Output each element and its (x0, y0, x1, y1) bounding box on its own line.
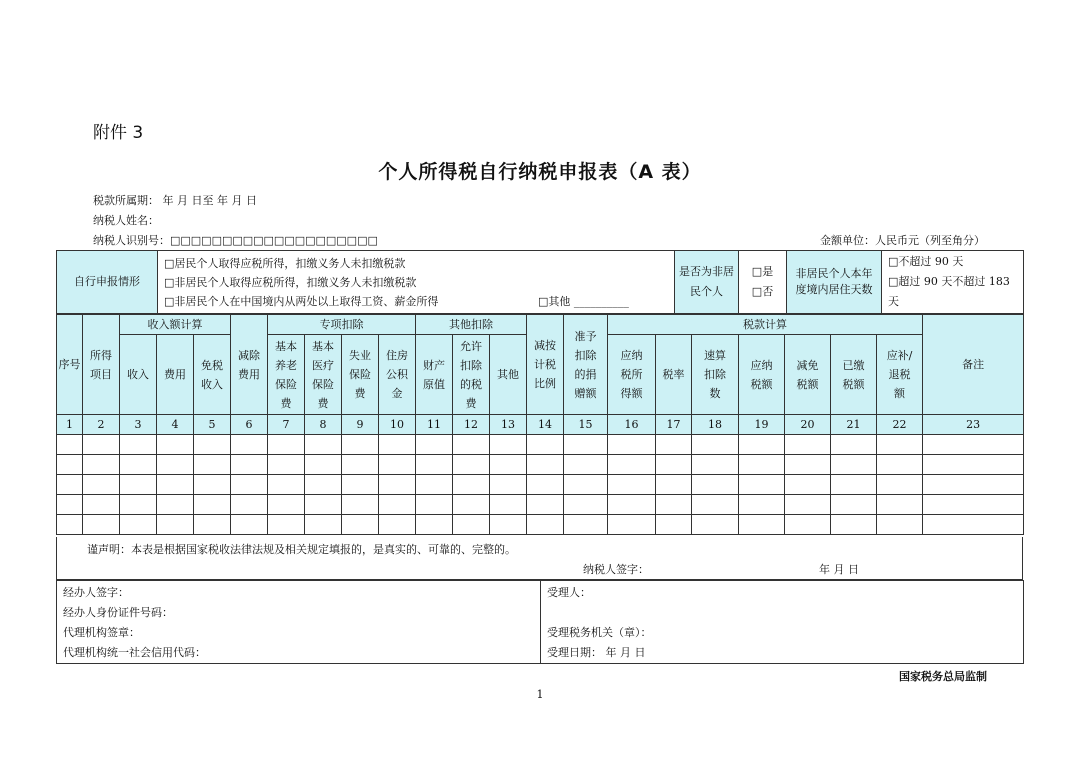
data-row[interactable] (57, 495, 1024, 515)
data-row[interactable] (57, 475, 1024, 495)
supervising-authority: 国家税务总局监制 (899, 670, 987, 683)
tax-calculation-table (56, 314, 1024, 535)
col-unemployment: 失业保险费 (342, 335, 379, 415)
situation-options (158, 251, 675, 314)
col-number: 15 (564, 415, 608, 435)
residence-days-label: 非居民个人本年度境内居住天数 (787, 251, 882, 314)
col-tax-rate: 税率 (656, 335, 692, 415)
col-number: 11 (416, 415, 453, 435)
col-number: 7 (268, 415, 305, 435)
col-expense: 费用 (157, 335, 194, 415)
col-number: 16 (608, 415, 656, 435)
col-property-value: 财产原值 (416, 335, 453, 415)
col-quick-deduction: 速算扣除数 (692, 335, 739, 415)
situation-option-1[interactable]: □居民个人取得应税所得，扣缴义务人未扣缴税款 (164, 256, 406, 270)
col-pension: 基本养老保险费 (268, 335, 305, 415)
col-income: 收入 (120, 335, 157, 415)
agent-receiver-table (56, 580, 1024, 664)
col-number: 22 (877, 415, 923, 435)
situation-option-other[interactable]: □其他 __________ (538, 295, 629, 308)
receive-date-field[interactable]: 受理日期： 年 月 日 (547, 646, 646, 659)
col-taxable-income: 应纳税所得额 (608, 335, 656, 415)
col-tax-paid: 已缴税额 (831, 335, 877, 415)
col-number: 3 (120, 415, 157, 435)
data-row[interactable] (57, 455, 1024, 475)
residence-days-choice (882, 251, 1024, 314)
col-number: 17 (656, 415, 692, 435)
col-number: 18 (692, 415, 739, 435)
col-tax-refund: 应补/退税额 (877, 335, 923, 415)
col-number: 8 (305, 415, 342, 435)
declaration-text: 谨声明：本表是根据国家税收法律法规及相关规定填报的，是真实的、可靠的、完整的。 (87, 543, 516, 556)
col-number: 2 (83, 415, 120, 435)
col-deduct: 减除费用 (231, 315, 268, 415)
tax-office-seal-field[interactable]: 受理税务机关（章）： (547, 626, 652, 639)
col-number: 1 (57, 415, 83, 435)
situation-option-2[interactable]: □非居民个人取得应税所得，扣缴义务人未扣缴税款 (164, 275, 417, 289)
col-number: 9 (342, 415, 379, 435)
col-number: 23 (923, 415, 1024, 435)
column-number-row (57, 415, 1024, 435)
col-tax-relief: 减免税额 (785, 335, 831, 415)
col-number: 4 (157, 415, 194, 435)
form-title: 个人所得税自行纳税申报表（A 表） (378, 161, 702, 183)
col-seq: 序号 (57, 315, 83, 415)
col-housing-fund: 住房公积金 (379, 335, 416, 415)
col-donation: 准予扣除的捐赠额 (564, 315, 608, 415)
group-other: 其他扣除 (416, 315, 527, 335)
agency-seal-field[interactable]: 代理机构签章： (63, 626, 140, 639)
col-other: 其他 (490, 335, 527, 415)
receiver-field[interactable]: 受理人： (547, 586, 591, 599)
taxpayer-name-field[interactable]: 纳税人姓名： (93, 214, 159, 227)
data-row[interactable] (57, 515, 1024, 535)
col-number: 6 (231, 415, 268, 435)
col-number: 12 (453, 415, 490, 435)
col-number: 10 (379, 415, 416, 435)
group-income: 收入额计算 (120, 315, 231, 335)
col-medical: 基本医疗保险费 (305, 335, 342, 415)
data-row[interactable] (57, 435, 1024, 455)
situation-option-3[interactable]: □非居民个人在中国境内从两处以上取得工资、薪金所得 (164, 294, 439, 308)
col-reduce-ratio: 减按计税比例 (527, 315, 564, 415)
group-tax: 税款计算 (608, 315, 923, 335)
col-number: 13 (490, 415, 527, 435)
days-90-183-checkbox[interactable]: □超过 90 天不超过 183 天 (888, 275, 1010, 308)
agent-section (57, 581, 541, 664)
agency-credit-code-field[interactable]: 代理机构统一社会信用代码： (63, 646, 206, 659)
group-special: 专项扣除 (268, 315, 416, 335)
non-resident-choice (739, 251, 787, 314)
currency-unit: 金额单位：人民币元（列至角分） (820, 234, 985, 247)
declaration-date-field[interactable]: 年 月 日 (819, 563, 859, 576)
non-resident-label: 是否为非居民个人 (675, 251, 739, 314)
col-remark: 备注 (923, 315, 1024, 415)
agent-id-field[interactable]: 经办人身份证件号码： (63, 606, 173, 619)
declaration-box (56, 537, 1023, 580)
col-exempt: 免税收入 (194, 335, 231, 415)
col-tax-payable: 应纳税额 (739, 335, 785, 415)
non-resident-no-checkbox[interactable]: □否 (751, 285, 774, 298)
situation-table (56, 250, 1024, 314)
taxpayer-id-field[interactable]: 纳税人识别号：□□□□□□□□□□□□□□□□□□□□ (93, 234, 378, 247)
taxpayer-signature-field[interactable]: 纳税人签字： (583, 563, 649, 576)
col-number: 14 (527, 415, 564, 435)
situation-label: 自行申报情形 (57, 251, 158, 314)
col-number: 21 (831, 415, 877, 435)
days-under-90-checkbox[interactable]: □不超过 90 天 (888, 255, 964, 268)
non-resident-yes-checkbox[interactable]: □是 (751, 265, 774, 278)
col-number: 19 (739, 415, 785, 435)
attachment-label: 附件 3 (93, 123, 144, 143)
agent-signature-field[interactable]: 经办人签字： (63, 586, 129, 599)
col-item: 所得项目 (83, 315, 120, 415)
col-number: 20 (785, 415, 831, 435)
page-number: 1 (536, 688, 544, 701)
tax-period-field[interactable]: 税款所属期： 年 月 日至 年 月 日 (93, 194, 257, 207)
col-allowed-tax: 允许扣除的税费 (453, 335, 490, 415)
col-number: 5 (194, 415, 231, 435)
receiver-section (541, 581, 1024, 664)
